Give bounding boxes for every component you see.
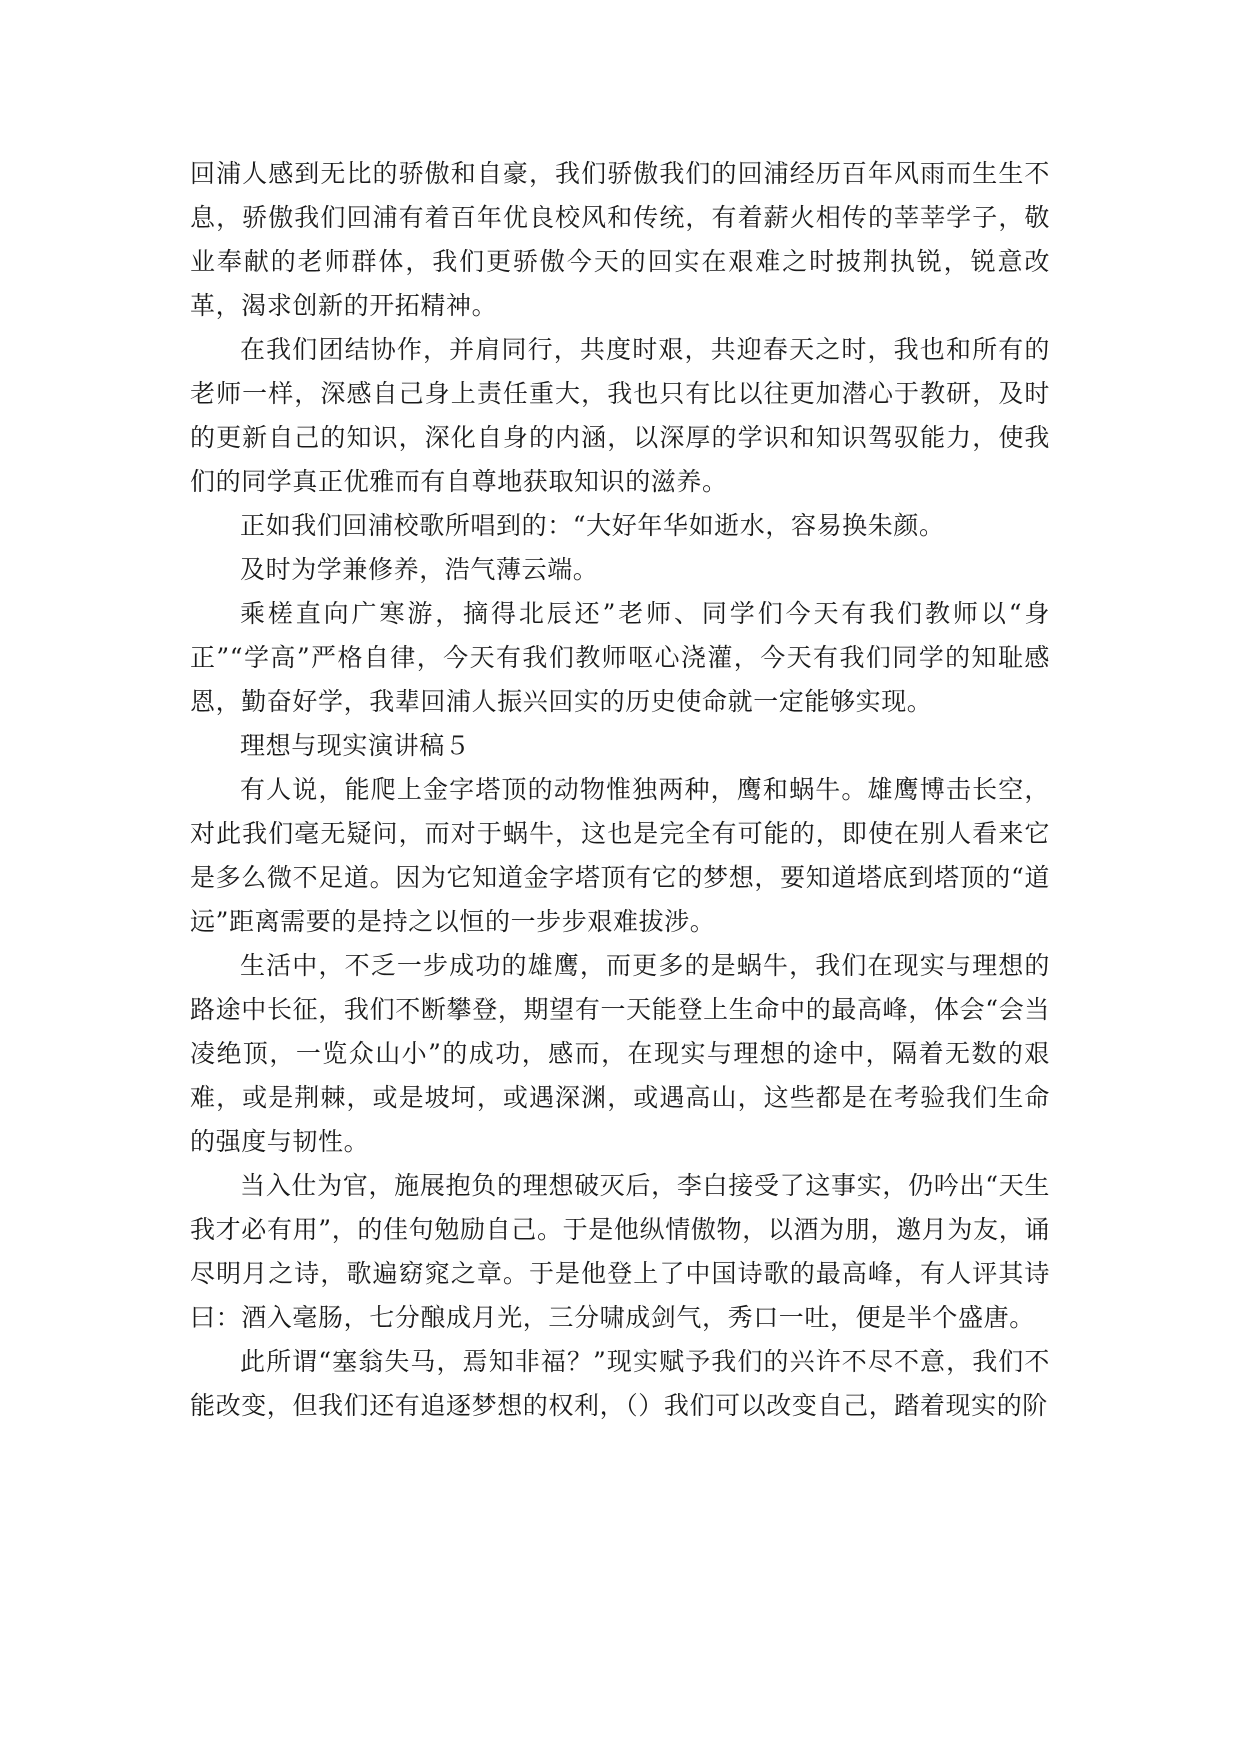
paragraph-8: 当入仕为官，施展抱负的理想破灭后，李白接受了这事实，仍吟出“天生我才必有用”，的佳句勉励自己。于是他纵情傲物，以酒为朋，邀月为友，诵尽明月之诗，歌遍窈窕之章。于是他登上了中国诗歌的最高峰，有人评其诗曰：酒入毫肠，七分酿成月光，三分啸成剑气，秀口一吐，便是半个盛唐。: [190, 1171, 1050, 1332]
section-heading: 理想与现实演讲稿５: [240, 731, 471, 760]
paragraph-3: 正如我们回浦校歌所唱到的：“大好年华如逝水，容易换朱颜。: [240, 511, 945, 540]
paragraph-5: 乘槎直向广寒游，摘得北辰还”老师、同学们今天有我们教师以“身正”“学高”严格自律，今天有我们教师呕心浇灌，今天有我们同学的知耻感恩，勤奋好学，我辈回浦人振兴回实的历史使命就一定能够实现。: [190, 599, 1050, 716]
paragraph-9: 此所谓“塞翁失马，焉知非福？”现实赋予我们的兴许不尽不意，我们不能改变，但我们还有追逐梦想的权利，（）我们可以改变自己，踏着现实的阶: [190, 1347, 1050, 1420]
paragraph-6: 有人说，能爬上金字塔顶的动物惟独两种，鹰和蜗牛。雄鹰博击长空，对此我们毫无疑问，而对于蜗牛，这也是完全有可能的，即使在别人看来它是多么微不足道。因为它知道金字塔顶有它的梦想，要知道塔底到塔顶的“道远”距离需要的是持之以恒的一步步艰难拔涉。: [190, 775, 1050, 936]
document-body: [190, 152, 1050, 1428]
paragraph-7: 生活中，不乏一步成功的雄鹰，而更多的是蜗牛，我们在现实与理想的路途中长征，我们不断攀登，期望有一天能登上生命中的最高峰，体会“会当凌绝顶，一览众山小”的成功，感而，在现实与理想的途中，隔着无数的艰难，或是荆棘，或是坡坷，或遇深渊，或遇高山，这些都是在考验我们生命的强度与韧性。: [190, 951, 1050, 1156]
paragraph-4: 及时为学兼修养，浩气薄云端。: [240, 555, 599, 584]
paragraph-1: 回浦人感到无比的骄傲和自豪，我们骄傲我们的回浦经历百年风雨而生生不息，骄傲我们回浦有着百年优良校风和传统，有着薪火相传的莘莘学子，敬业奉献的老师群体，我们更骄傲今天的回实在艰难之时披荆执锐，锐意改革，渴求创新的开拓精神。: [190, 159, 1050, 320]
paragraph-2: 在我们团结协作，并肩同行，共度时艰，共迎春天之时，我也和所有的老师一样，深感自己身上责任重大，我也只有比以往更加潜心于教研，及时的更新自己的知识，深化自身的内涵，以深厚的学识和知识驾驭能力，使我们的同学真正优雅而有自尊地获取知识的滋养。: [190, 335, 1050, 496]
